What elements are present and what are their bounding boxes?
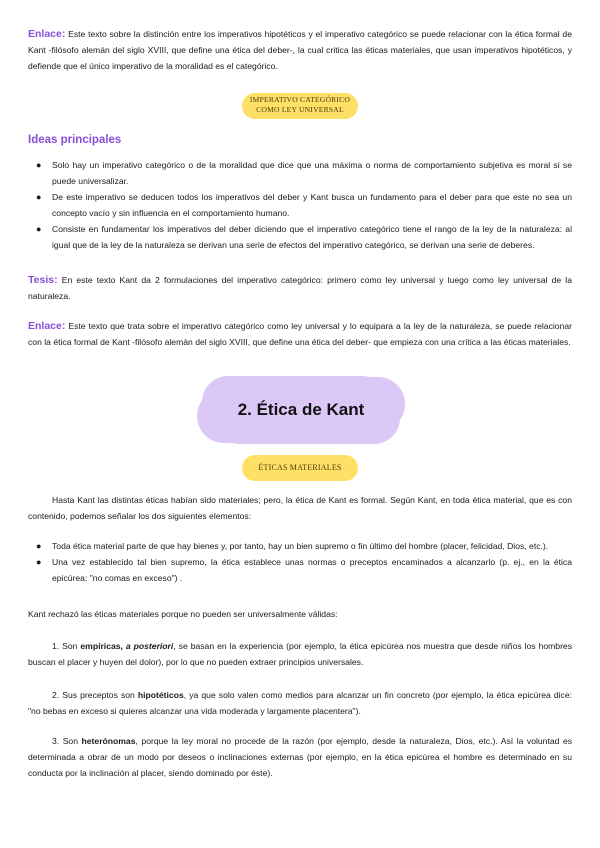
intro-paragraph: Hasta Kant las distintas éticas habían sido materiales; pero, la ética de Kant es formal. Según Kant, en toda ética material, que es con contenido, podemos señalar los dos siguientes elementos:	[28, 495, 572, 521]
tesis-paragraph	[28, 272, 572, 304]
bullet-icon: ●	[36, 160, 42, 170]
enlace-label: Enlace:	[28, 320, 66, 332]
enlace-text: Este texto sobre la distinción entre los imperativos hipotéticos y el imperativo categórico se puede relacionar con la ética formal de Kant -filósofo alemán del siglo XVIII, que define una ética del deber-, la cual critica las éticas materiales, que usan imperativos hipotéticos, y defiende que el único imperativo de la moralidad es el categórico.	[28, 29, 572, 71]
bold-term: hipotéticos	[137, 690, 184, 700]
bullet-icon: ●	[36, 541, 42, 551]
material-list	[28, 538, 572, 586]
section-title: 2. Ética de Kant	[237, 400, 365, 419]
enlace-paragraph-2	[28, 318, 572, 350]
bullet-icon: ●	[36, 557, 42, 567]
list-item: ● Consiste en fundamentar los imperativos del deber diciendo que el imperativo categórico tiene el rango de la ley de la naturaleza: al igual que de la ley de la naturaleza se derivan una serie de efectos del imperativo categórico, se derivan una serie de deberes.	[28, 221, 572, 253]
ideas-list	[28, 157, 572, 253]
rechazo-paragraph: Kant rechazó las éticas materiales porque no pueden ser universalmente válidas:	[28, 609, 338, 619]
list-item: ● Una vez establecido tal bien supremo, la ética establece unas normas o preceptos encaminados a alcanzarlo (p. ej., en la ética epicúrea: "no comas en exceso") .	[28, 554, 572, 586]
pill-line-1: IMPERATIVO CATEGÓRICO	[249, 95, 351, 104]
bullet-icon: ●	[36, 192, 42, 202]
bold-term: heterónomas	[81, 736, 136, 746]
enlace-text: Este texto que trata sobre el imperativo categórico como ley universal y lo equipara a la ley de la naturaleza, se puede relacionar con la ética formal de Kant -filósofo alemán del siglo XVIII, que define una ética del deber- que empieza con una crítica a las éticas materiales.	[28, 321, 572, 347]
ideas-heading: Ideas principales	[28, 134, 122, 146]
list-item: ● Toda ética material parte de que hay bienes y, por tanto, hay un bien supremo o fin último del hombre (placer, felicidad, Dios, etc.).	[28, 538, 572, 554]
point-3: 3. Son heterónomas, porque la ley moral no procede de la razón (por ejemplo, desde la naturaleza, Dios, etc.). Así la voluntad es determinada a obrar de un modo por deseos o inclinaciones externas (por ejemplo, en la ética epicúrea el hombre es determinado en su conducta por la inclinación al placer, siendo dominado por éste).	[28, 736, 573, 778]
list-item: ● De este imperativo se deducen todos los imperativos del deber y Kant busca un fundamento para el deber para que este no sea un concepto vacío y sin influencia en el comportamiento humano.	[28, 189, 572, 221]
tesis-text: En este texto Kant da 2 formulaciones del imperativo categórico: primero como ley universal y luego como ley universal de la naturaleza.	[28, 275, 572, 301]
tesis-label: Tesis:	[28, 274, 58, 286]
eticas-materiales-pill: ÉTICAS MATERIALES	[242, 455, 358, 481]
bullet-icon: ●	[36, 224, 42, 234]
enlace-label: Enlace:	[28, 28, 66, 40]
list-item: ● Solo hay un imperativo categórico o de la moralidad que dice que una máxima o norma de comportamiento subjetiva es moral si se puede universalizar.	[28, 157, 572, 189]
imperativo-pill	[242, 93, 358, 119]
pill-line-2: COMO LEY UNIVERSAL	[256, 105, 344, 114]
bold-italic-term: a posteriori	[125, 641, 174, 651]
enlace-paragraph-1	[28, 26, 572, 74]
bold-term: empíricas	[80, 641, 121, 651]
point-1: 1. Son empíricas, a posteriori, se basan en la experiencia (por ejemplo, la ética epicúrea nos muestra que desde niños los hombres buscan el placer y huyen del dolor), por lo que no pueden extraer principios universales.	[28, 641, 573, 667]
point-2: 2. Sus preceptos son hipotéticos, ya que solo valen como medios para alcanzar un fin concreto (por ejemplo, la ética epicúrea dice: "no bebas en exceso si quieres alcanzar una vida moderada y largamente placentera").	[28, 690, 572, 716]
